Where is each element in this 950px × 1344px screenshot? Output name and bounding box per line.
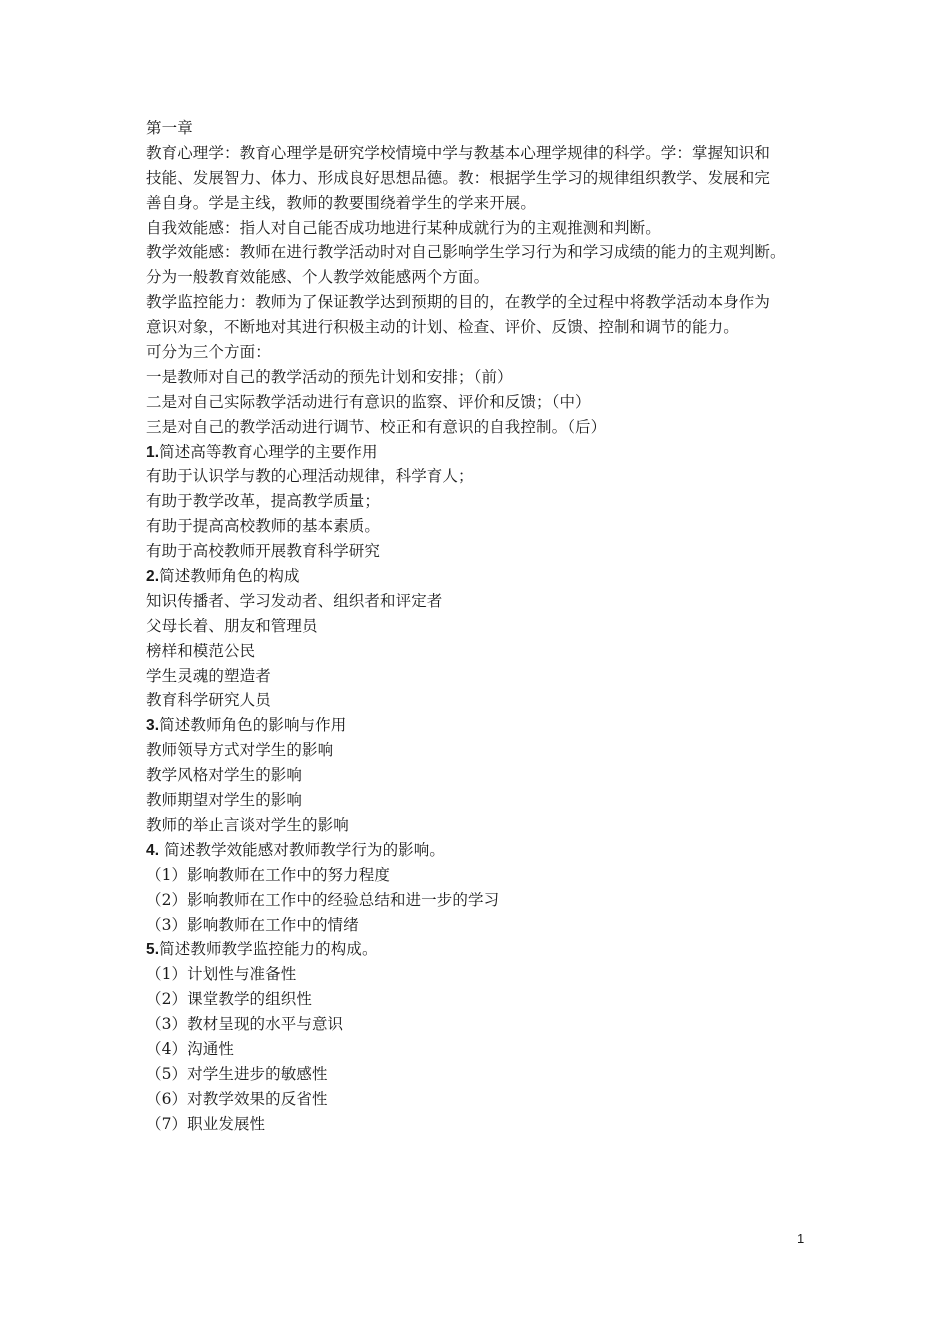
line-text: 知识传播者、学习发动者、组织者和评定者: [146, 591, 443, 610]
text-line: [146, 788, 826, 813]
line-text: 教学监控能力：教师为了保证教学达到预期的目的，在教学的全过程中将教学活动本身作为: [146, 293, 771, 312]
line-text: 意识对象，不断地对其进行积极主动的计划、检查、评价、反馈、控制和调节的能力。: [146, 318, 739, 337]
text-line: [146, 1087, 826, 1112]
text-line: [146, 738, 826, 763]
line-text: 教学风格对学生的影响: [146, 766, 303, 785]
line-text: 有助于提高高校教师的基本素质。: [146, 517, 381, 536]
line-text: 简述教学效能感对教师教学行为的影响。: [159, 840, 445, 859]
question-number: 5.: [146, 941, 160, 959]
line-text: （1）影响教师在工作中的努力程度: [146, 865, 390, 884]
line-text: 简述教师教学监控能力的构成。: [159, 940, 378, 959]
line-text: 父母长着、朋友和管理员: [146, 616, 318, 635]
text-line: [146, 216, 826, 241]
line-text: 教育科学研究人员: [146, 691, 271, 710]
text-line: [146, 589, 826, 614]
text-line: [146, 1037, 826, 1062]
text-line: [146, 340, 826, 365]
text-line: [146, 365, 826, 390]
line-text: （7）职业发展性: [146, 1114, 266, 1133]
text-line: [146, 315, 826, 340]
text-line: [146, 913, 826, 938]
text-line: [146, 1112, 826, 1137]
question-number: 3.: [146, 717, 160, 735]
text-line: [146, 763, 826, 788]
text-line: [146, 166, 826, 191]
text-line: [146, 664, 826, 689]
text-line: [146, 539, 826, 564]
question-heading: [146, 713, 826, 738]
question-number: 2.: [146, 568, 160, 586]
line-text: 教师期望对学生的影响: [146, 791, 303, 810]
text-line: [146, 639, 826, 664]
line-text: 简述教师角色的构成: [159, 567, 300, 586]
line-text: 可分为三个方面：: [146, 343, 271, 362]
line-text: 简述高等教育心理学的主要作用: [159, 442, 378, 461]
line-text: 教师的举止言谈对学生的影响: [146, 815, 349, 834]
question-heading: [146, 838, 826, 863]
page-number: 1: [797, 1231, 805, 1246]
text-line: [146, 813, 826, 838]
line-text: 善自身。学是主线，教师的教要围绕着学生的学来开展。: [146, 193, 537, 212]
text-line: [146, 390, 826, 415]
line-text: 有助于教学改革，提高教学质量；: [146, 492, 381, 511]
text-line: [146, 962, 826, 987]
line-text: 二是对自己实际教学活动进行有意识的监察、评价和反馈；（中）: [146, 392, 591, 411]
line-text: （5）对学生进步的敏感性: [146, 1064, 328, 1083]
line-text: 教育心理学：教育心理学是研究学校情境中学与教基本心理学规律的科学。学：掌握知识和: [146, 143, 771, 162]
line-text: （6）对教学效果的反省性: [146, 1089, 328, 1108]
text-line: [146, 514, 826, 539]
text-line: [146, 240, 826, 265]
line-text: 有助于认识学与教的心理活动规律，科学育人；: [146, 467, 474, 486]
line-text: 一是教师对自己的教学活动的预先计划和安排；（前）: [146, 367, 513, 386]
text-line: [146, 863, 826, 888]
text-line: [146, 614, 826, 639]
line-text: （1）计划性与准备性: [146, 965, 297, 984]
line-text: 分为一般教育效能感、个人教学效能感两个方面。: [146, 268, 490, 287]
line-text: （2）影响教师在工作中的经验总结和进一步的学习: [146, 890, 500, 909]
question-number: 1.: [146, 443, 160, 461]
text-line: [146, 1062, 826, 1087]
line-text: 教学效能感：教师在进行教学活动时对自己影响学生学习行为和学习成绩的能力的主观判断。: [146, 243, 786, 262]
text-line: [146, 191, 826, 216]
document-body: [146, 116, 826, 1137]
text-line: [146, 688, 826, 713]
line-text: 教师领导方式对学生的影响: [146, 741, 334, 760]
question-number: 4.: [146, 841, 160, 859]
text-line: [146, 415, 826, 440]
question-heading: [146, 440, 826, 465]
line-text: （2）课堂教学的组织性: [146, 990, 312, 1009]
text-line: [146, 489, 826, 514]
line-text: （4）沟通性: [146, 1039, 234, 1058]
text-line: [146, 987, 826, 1012]
text-line: [146, 888, 826, 913]
question-heading: [146, 564, 826, 589]
text-line: [146, 141, 826, 166]
text-line: [146, 265, 826, 290]
line-text: （3）影响教师在工作中的情绪: [146, 915, 359, 934]
text-line: [146, 1012, 826, 1037]
question-heading: [146, 937, 826, 962]
line-text: 简述教师角色的影响与作用: [159, 716, 347, 735]
line-text: （3）教材呈现的水平与意识: [146, 1015, 344, 1034]
chapter-heading: 第一章: [146, 119, 193, 137]
line-text: 自我效能感：指人对自己能否成功地进行某种成就行为的主观推测和判断。: [146, 218, 661, 237]
line-text: 技能、发展智力、体力、形成良好思想品德。教：根据学生学习的规律组织教学、发展和完: [146, 168, 771, 187]
line-text: 三是对自己的教学活动进行调节、校正和有意识的自我控制。（后）: [146, 417, 607, 436]
line-text: 榜样和模范公民: [146, 641, 256, 660]
text-line: [146, 464, 826, 489]
line-text: 学生灵魂的塑造者: [146, 666, 271, 685]
line-text: 有助于高校教师开展教育科学研究: [146, 542, 381, 561]
text-line: [146, 290, 826, 315]
